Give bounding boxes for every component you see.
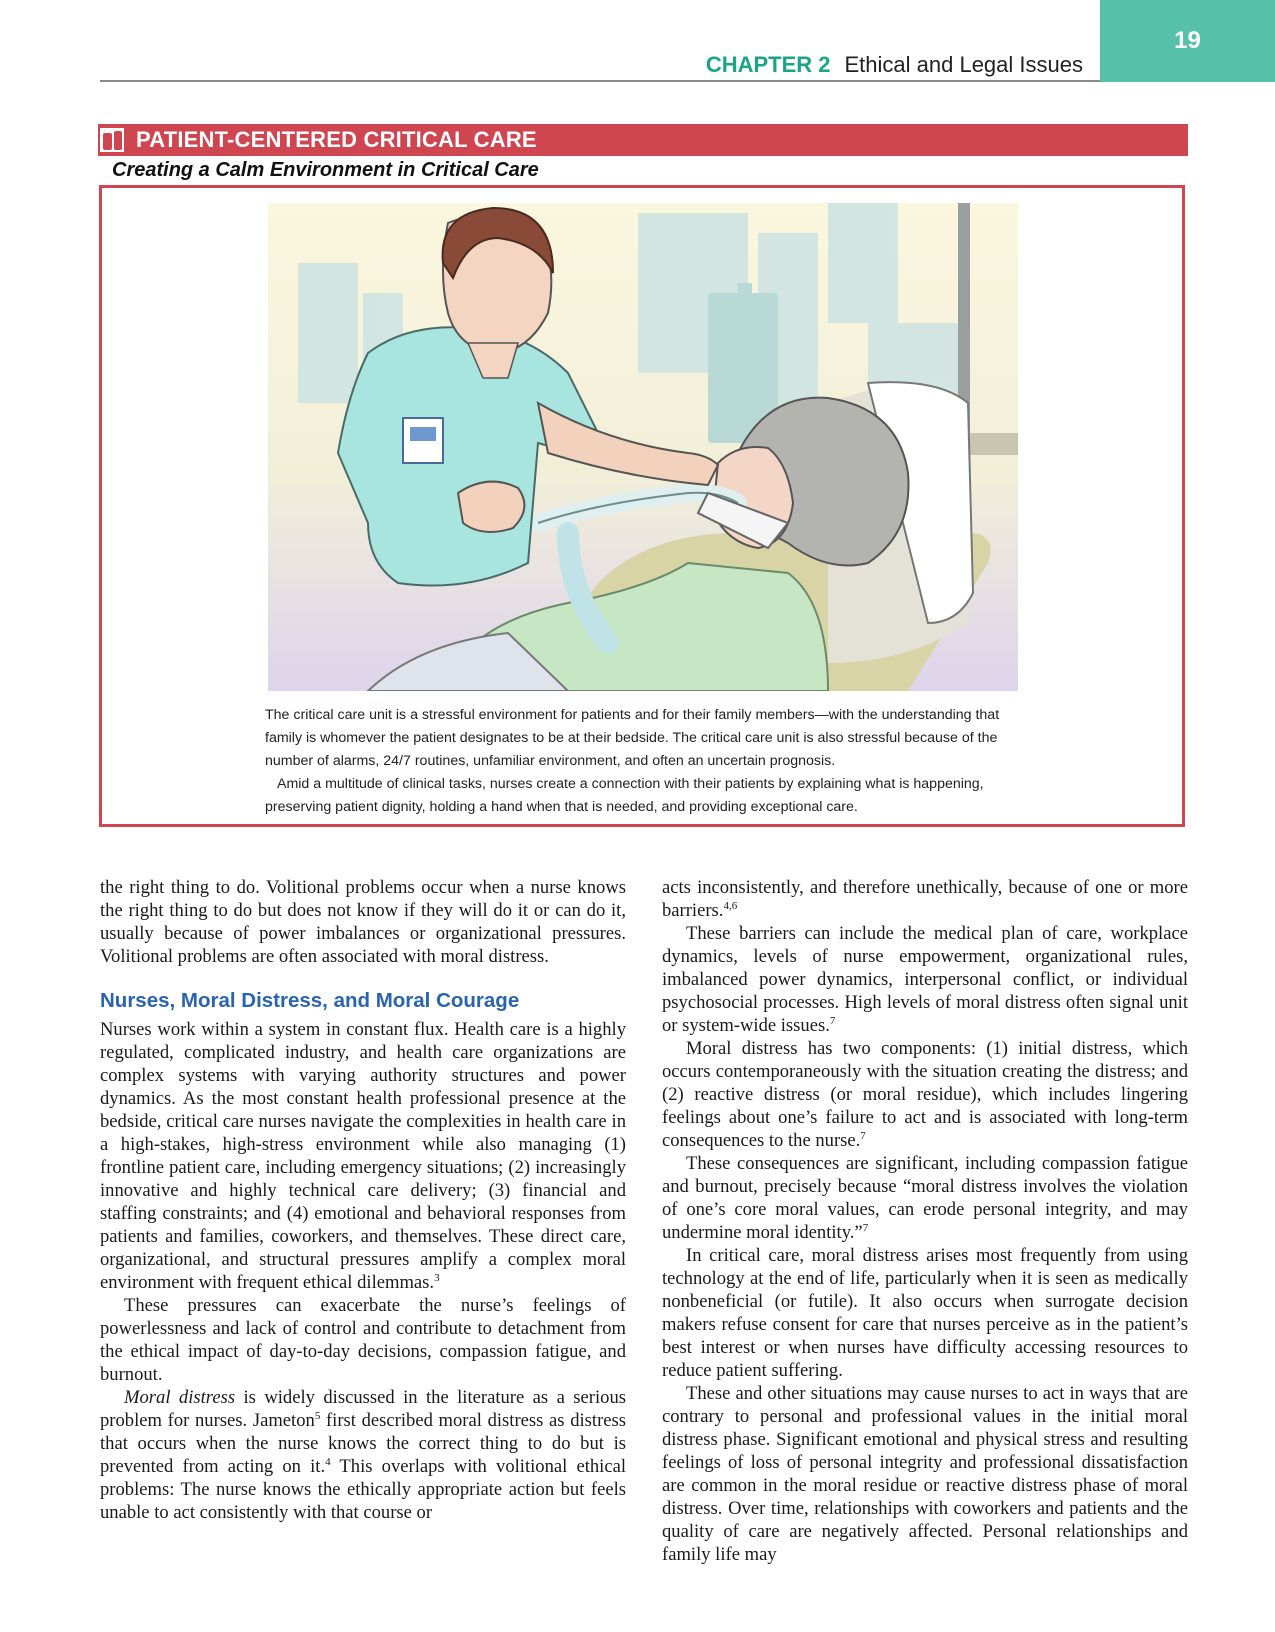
feature-title: PATIENT-CENTERED CRITICAL CARE [136,127,537,152]
chapter-label: CHAPTER 2 [705,52,831,77]
paragraph-text: These barriers can include the medical plan of care, workplace dynamics, levels of nurse empowerment, organizational rules, imbalanced power dynamics, interpersonal conflict, or individual psychosocial processes. High levels of moral distress often signal unit or system-wide issues. [662,923,1188,1036]
reference-number: 3 [434,1271,440,1284]
body-paragraph [662,876,1188,922]
paragraph-text: first described moral distress as distress that occurs when the nurse knows the correct thing to do but is prevented from acting on it. [100,1410,626,1477]
paragraph-text: This overlaps with volitional ethical problems: The nurse knows the ethically appropriate action but feels unable to act consistently with that course or [100,1456,627,1523]
reference-number: 4,6 [723,899,738,912]
people-icon [98,126,126,154]
reference-number: 7 [862,1221,869,1234]
body-paragraph [100,1386,626,1524]
body-paragraph [662,1152,1188,1244]
paragraph-text: acts inconsistently, and therefore unethically, because of one or more barriers. [662,877,1188,921]
body-paragraph [662,922,1188,1037]
reference-number: 4 [325,1455,331,1468]
chapter-title: Ethical and Legal Issues [844,52,1083,77]
paragraph-text: is widely discussed in the literature as a serious problem for nurses. Jameton [100,1387,626,1431]
paragraph-text: Moral distress has two components: (1) initial distress, which occurs contemporaneously with the situation creating the distress; and (2) reactive distress (or moral residue), which includes lingering feelings about one’s failure to act and is associated with long-term consequences to the nurse. [662,1038,1188,1151]
reference-number: 7 [860,1129,866,1142]
body-paragraph [662,1037,1188,1152]
body-paragraph [100,1018,626,1294]
page-number-tab [1100,0,1275,82]
section-heading: Nurses, Moral Distress, and Moral Courage [100,989,520,1012]
caption-paragraph: Amid a multitude of clinical tasks, nurses create a connection with their patients by explaining what is happening, preserving patient dignity, holding a hand when that is needed, and providing exceptional care. [265,776,984,815]
reference-number: 7 [829,1014,836,1027]
running-head [706,52,1083,78]
feature-title-bar [98,124,1188,156]
term: Moral distress [124,1387,236,1408]
reference-number: 5 [314,1409,321,1422]
left-column [100,876,626,1524]
right-column [662,876,1188,1566]
feature-subtitle: Creating a Calm Environment in Critical Care [112,159,539,181]
body-paragraph: In critical care, moral distress arises most frequently from using technology at the end of life, particularly when it is seen as medically nonbeneficial (or futile). It also occurs when surrogate decision makers refuse consent for care that nurses perceive as in the patient’s best interest or when nurses have difficulty accessing resources to reduce patient suffering. [662,1245,1188,1381]
figure-caption [265,704,1025,819]
body-paragraph: These pressures can exacerbate the nurse’s feelings of powerlessness and lack of control and contribute to detachment from the ethical impact of day-to-day decisions, compassion fatigue, and burnout. [100,1295,626,1385]
paragraph-text: Nurses work within a system in constant flux. Health care is a highly regulated, complicated industry, and health care organizations are complex systems with varying authority structures and power dynamics. As the most constant health professional presence at the bedside, critical care nurses navigate the complexities in health care in a high-stakes, high-stress environment while also managing (1) frontline patient care, including emergency situations; (2) increasingly innovative and highly technical care delivery; (3) financial and staffing constraints; and (4) emotional and behavioral responses from patients and families, coworkers, and themselves. These direct care, organizational, and structural pressures amplify a complex moral environment with frequent ethical dilemmas. [100,1019,626,1293]
page-number: 19 [1174,27,1201,54]
caption-paragraph: The critical care unit is a stressful environment for patients and for their family members—with the understanding that family is whomever the patient designates to be at their bedside. The critical care unit is also stressful because of the number of alarms, 24/7 routines, unfamiliar environment, and often an uncertain prognosis. [265,707,1000,769]
header-rule [100,80,1100,82]
nurse-patient-illustration [268,203,1018,691]
body-paragraph: These and other situations may cause nurses to act in ways that are contrary to personal and professional values in the initial moral distress phase. Significant emotional and physical stress and resulting feelings of loss of personal integrity and professional dissatisfaction are common in the moral residue or reactive distress phase of moral distress. Over time, relationships with coworkers and patients and the quality of care are negatively affected. Personal relationships and family life may [662,1383,1188,1565]
paragraph-text: These consequences are significant, including compassion fatigue and burnout, precisely because “moral distress involves the violation of one’s core moral values, can erode personal integrity, and may undermine moral identity.” [662,1153,1188,1243]
body-paragraph: the right thing to do. Volitional problems occur when a nurse knows the right thing to do but does not know if they will do it or can do it, usually because of power imbalances or organizational pressures. Volitional problems are often associated with moral distress. [100,877,626,967]
